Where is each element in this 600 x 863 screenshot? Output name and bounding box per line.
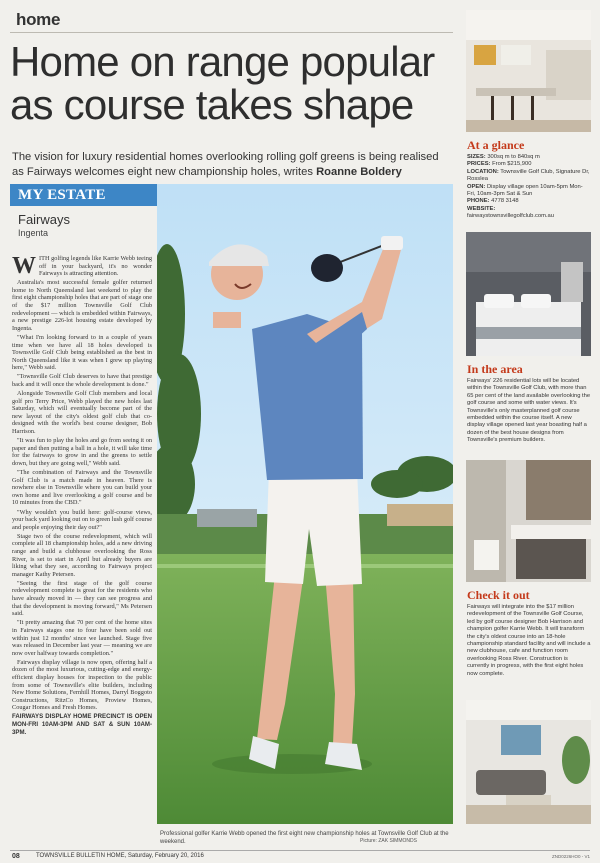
article-paragraph: Alongside Townsville Golf Club members and local golf pro Terry Price, Webb played the new holes last Saturday, which will eventually become part of the new layout of the city's oldest golf club that co-designed with the world's best course designer, Bob Harrison. [12, 390, 152, 436]
fact-prices: PRICES: From $215,900 [467, 161, 532, 168]
article-paragraph: Fairways display village is now open, offering half a dozen of the most luxurious, cutting-edge and energy-efficient display houses for inspection to the public from some of Townsville's elite builders, including New Home Solutions, Fernhill Homes, Darryl Boggoto Constructions, RitzCo Homes, Proview Homes, Cougar Homes and Fresh Homes. [12, 658, 152, 712]
standfirst-text: The vision for luxury residential homes overlooking rolling golf greens is being realised as Fairways welcomes eight new championship holes, writes [12, 151, 439, 178]
article-paragraph: WITH golfing legends like Karrie Webb teeing off in your backyard, it's no wonder Fairways is attracting attention. [12, 253, 152, 279]
estate-developer: Ingenta [18, 228, 49, 238]
footer-code: ZND0226HO0 - V1 [552, 854, 591, 859]
display-hours-note: FAIRWAYS DISPLAY HOME PRECINCT IS OPEN MON-FRI 10AM-3PM AND SAT & SUN 10AM-3PM. [12, 713, 152, 736]
bedroom-photo [466, 232, 591, 356]
article-paragraph: "Seeing the first stage of the golf course redevelopment complete is great for the residents who have already moved in — they can see progress and that the development is moving forward," Ms Petersen said. [12, 579, 152, 618]
fact-open: OPEN: Display village open 10am-5pm Mon-Fri, 10am-3pm Sat & Sun [467, 183, 583, 198]
article-paragraph: "It was fun to play the holes and go from seeing it on paper and then putting a ball in a hole, it will take time for the fairways to grow in and the greens to settle down, but they are going well," Webb said. [12, 437, 152, 467]
article-paragraph: Stage two of the course redevelopment, which will complete all 18 championship holes, add a new driving range and build a clubhouse overlooking the Ross River, is set to start in April but already buyers are liking what they see, according to Fairways project manager Kathy Petersen. [12, 532, 152, 578]
at-a-glance-heading: At a glance [467, 138, 525, 152]
page-number: 08 [12, 853, 20, 860]
article-paragraph: "The combination of Fairways and the Townsville Golf Club is a match made in heaven. There is nowhere else in Townsville where you can build your own home and live overlooking a golf course and be 10 minutes from the CBD." [12, 469, 152, 507]
article-paragraph: "Why wouldn't you build here: golf-course views, your back yard looking out on to green lush golf course and people enjoying their day out?" [12, 508, 152, 531]
golfer-photo [157, 184, 453, 824]
footer-publication: TOWNSVILLE BULLETIN HOME, Saturday, February 20, 2016 [36, 853, 204, 859]
article-paragraph: "Townsville Golf Club deserves to have that prestige back and it will once the whole development is done." [12, 373, 152, 388]
article-body [12, 255, 152, 738]
at-a-glance-facts [467, 154, 591, 221]
in-the-area-text: Fairways' 226 residential lots will be located within the Townsville Golf Club, with more than 65 per cent of the land available overlooking the golf course and some with water views. It's Townsville's only masterplanned golf course embedded within the course itself. A new display village opened last year boasting half a dozen of the best house designs from Townsville's premium builders. [467, 378, 591, 444]
photo-credit: Picture: ZAK SIMMONDS [360, 838, 417, 844]
in-the-area-heading: In the area [467, 362, 523, 376]
photo-caption: Professional golfer Karrie Webb opened the first eight new championship holes at Townsville Golf Club at the weekend. [160, 831, 449, 845]
header-divider [10, 32, 453, 33]
fact-phone: PHONE: 4778 3148 [467, 198, 519, 205]
check-it-out-heading: Check it out [467, 588, 530, 602]
estate-name: Fairways [18, 212, 71, 227]
fact-website: fairwaystownsvillegolfclub.com.au [467, 213, 554, 220]
footer-divider [10, 850, 590, 851]
kitchen-photo [466, 10, 591, 132]
fact-location: LOCATION: Townsville Golf Club, Signature Dr, Rosslea [467, 168, 590, 183]
sidebar [461, 6, 596, 848]
section-tag: home [16, 10, 61, 29]
article-paragraph: "It pretty amazing that 70 per cent of the home sites in Fairways stages one to four have been sold out within just 12 months' since we launched. Stage five was released in December last year — meaning we are now over halfway towards completion." [12, 619, 152, 657]
author-byline: Roanne Boldery [316, 166, 402, 178]
golfer-photo-illustration [157, 184, 453, 824]
headline: Home on range popular as course takes shape [10, 38, 435, 128]
fact-website-label: WEBSITE: [467, 205, 496, 212]
standfirst [12, 150, 452, 180]
article-paragraph: Australia's most successful female golfer returned home to North Queensland last weekend to play the first eight championship holes that are part of stage one of the $17 million Townsville Golf Club redevelopment — which is embedded within Fairways, a new prestige 226-lot housing estate developed by Ingenta. [12, 279, 152, 332]
check-it-out-text: Fairways will integrate into the $17 million redevelopment of the Townsville Golf Course, led by golf course designer Bob Harrison and champion golfer Karrie Webb. It will transform the city's oldest course into an 18-hole championship standard facility and will include a new clubhouse, cafe and function room overlooking Ross River. Construction is currently in progress, with the first eight holes now complete. [467, 604, 591, 677]
article-paragraph: "What I'm looking forward to in a couple of years time when we have all 18 holes developed is Townsville Golf Club being established as the best in North Queensland like it was when I grew up playing here," Webb said. [12, 333, 152, 372]
living-room-photo [466, 700, 591, 824]
bathroom-photo [466, 460, 591, 582]
fact-sizes: SIZES: 300sq m to 840sq m [467, 154, 540, 160]
my-estate-banner: MY ESTATE [10, 184, 197, 206]
drop-cap: W [12, 253, 36, 279]
